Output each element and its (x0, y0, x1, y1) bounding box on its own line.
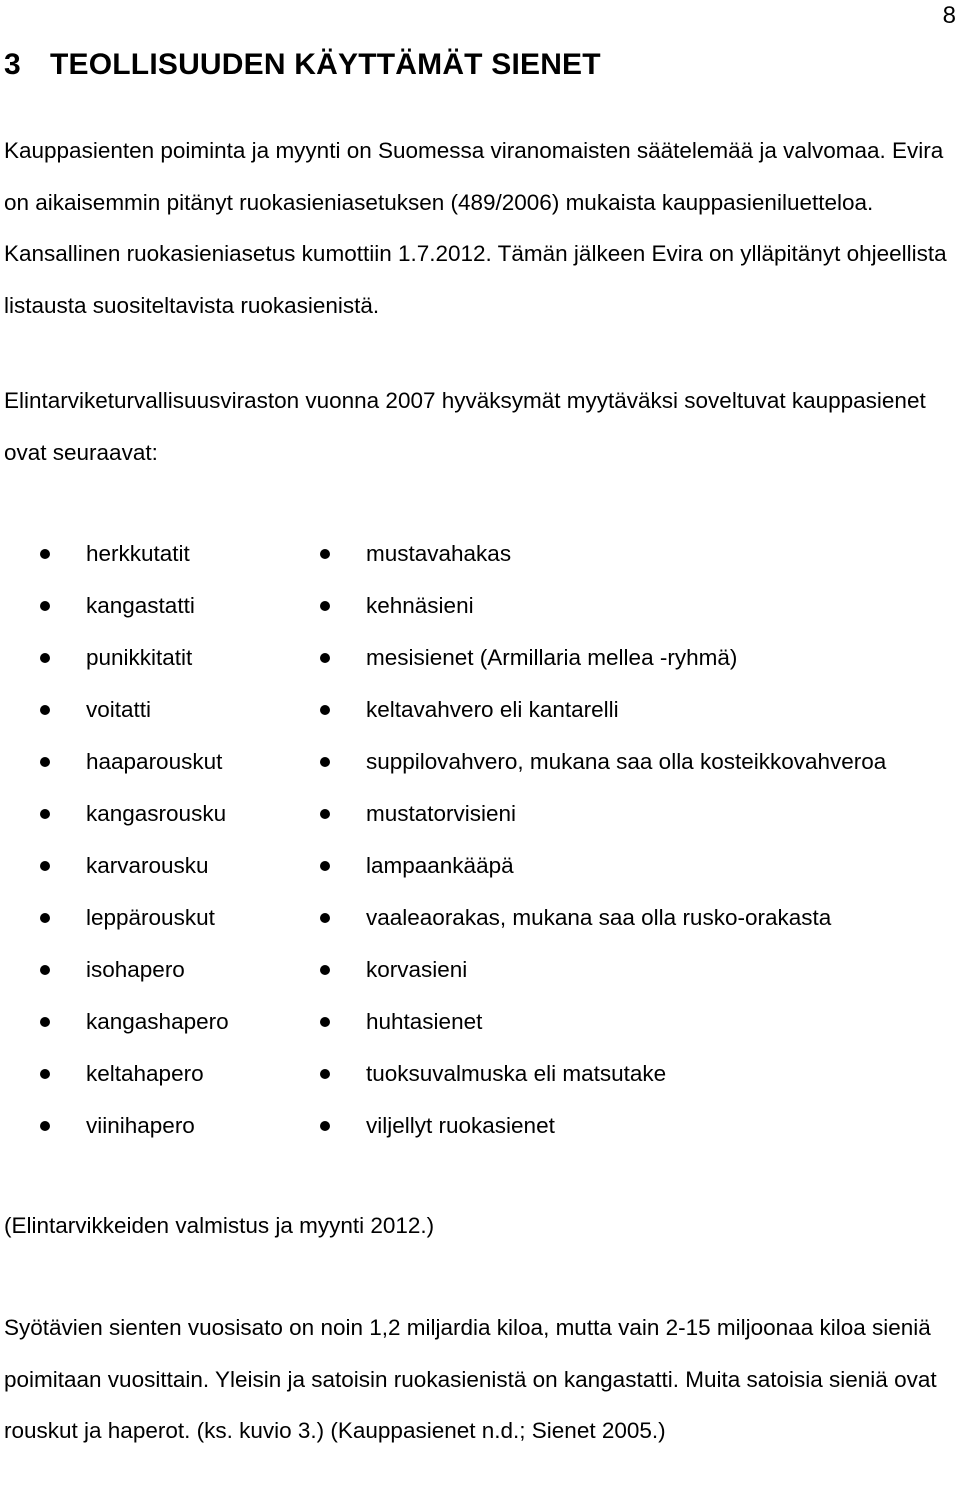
list-item-label: kangashapero (86, 1009, 229, 1034)
list-item-label: lampaankääpä (366, 853, 514, 878)
list-item (320, 632, 886, 684)
chapter-title: TEOLLISUUDEN KÄYTTÄMÄT SIENET (50, 48, 601, 81)
chapter-number: 3 (4, 48, 21, 81)
list-item (40, 1048, 229, 1100)
list-item (320, 736, 886, 788)
list-item (40, 736, 229, 788)
bullet-icon (40, 757, 50, 767)
bullet-icon (320, 653, 330, 663)
bullet-icon (40, 809, 50, 819)
list-item (40, 944, 229, 996)
list-item (320, 840, 886, 892)
list-item-label: suppilovahvero, mukana saa olla kosteikkovahveroa (366, 749, 887, 774)
bullet-icon (40, 705, 50, 715)
list-item (40, 996, 229, 1048)
bullet-icon (40, 913, 50, 923)
list-item-label: mustavahakas (366, 541, 512, 566)
bullet-icon (320, 809, 330, 819)
bullet-icon (320, 757, 330, 767)
list-item (40, 632, 229, 684)
list-item (320, 788, 886, 840)
list-item-label: vaaleaorakas, mukana saa olla rusko-orakasta (366, 905, 832, 930)
list-item (40, 788, 229, 840)
list-intro-paragraph: Elintarviketurvallisuusviraston vuonna 2007 hyväksymät myytäväksi soveltuvat kauppasienet ovat seuraavat: (4, 388, 926, 465)
bullet-icon (320, 913, 330, 923)
list-item-label: isohapero (86, 957, 185, 982)
bullet-icon (40, 965, 50, 975)
list-item-label: keltahapero (86, 1061, 204, 1086)
list-item (40, 840, 229, 892)
bullet-icon (40, 601, 50, 611)
list-item (320, 892, 886, 944)
list-item-label: viinihapero (86, 1113, 195, 1138)
list-item-label: korvasieni (366, 957, 468, 982)
list-item-label: tuoksuvalmuska eli matsutake (366, 1061, 667, 1086)
list-item-label: kangasrousku (86, 801, 227, 826)
mushroom-list-right (320, 528, 886, 1152)
list-item (320, 996, 886, 1048)
list-item-label: kangastatti (86, 593, 195, 618)
bullet-icon (320, 1069, 330, 1079)
list-item-label: karvarousku (86, 853, 209, 878)
harvest-paragraph: Syötävien sienten vuosisato on noin 1,2 miljardia kiloa, mutta vain 2-15 miljoonaa kiloa sieniä poimitaan vuosittain. Yleisin ja satoisin ruokasienistä on kangastatti. Muita satoisia sieniä ovat rouskut ja haperot. (ks. kuvio 3.) (Kauppasienet n.d.; Sienet 2005.) (4, 1315, 937, 1443)
bullet-icon (320, 705, 330, 715)
chapter-heading (4, 48, 601, 82)
bullet-icon (320, 549, 330, 559)
list-item (40, 684, 229, 736)
list-item (320, 528, 886, 580)
bullet-icon (40, 653, 50, 663)
list-item (40, 580, 229, 632)
intro-paragraph: Kauppasienten poiminta ja myynti on Suomessa viranomaisten säätelemää ja valvomaa. Evira on aikaisemmin pitänyt ruokasieniasetuksen (489/2006) mukaista kauppasieniluetteloa. Kansallinen ruokasieniasetus kumottiin 1.7.2012. Tämän jälkeen Evira on ylläpitänyt ohjeellista listausta suositeltavista ruokasienistä. (4, 138, 947, 318)
list-item-label: haaparouskut (86, 749, 223, 774)
mushroom-list-left (40, 528, 229, 1152)
page-number: 8 (942, 2, 956, 29)
list-item (40, 528, 229, 580)
list-item (40, 1100, 229, 1152)
list-item (320, 580, 886, 632)
list-item (320, 1048, 886, 1100)
list-item-label: mesisienet (Armillaria mellea -ryhmä) (366, 645, 738, 670)
list-item-label: viljellyt ruokasienet (366, 1113, 555, 1138)
bullet-icon (40, 549, 50, 559)
list-item (320, 1100, 886, 1152)
bullet-icon (320, 965, 330, 975)
list-item-label: herkkutatit (86, 541, 190, 566)
list-item-label: voitatti (86, 697, 152, 722)
list-item (320, 684, 886, 736)
list-item-label: mustatorvisieni (366, 801, 517, 826)
bullet-icon (40, 1121, 50, 1131)
list-item (320, 944, 886, 996)
bullet-icon (320, 861, 330, 871)
list-item-label: keltavahvero eli kantarelli (366, 697, 619, 722)
bullet-icon (40, 1017, 50, 1027)
list-item-label: punikkitatit (86, 645, 193, 670)
bullet-icon (40, 861, 50, 871)
list-item-label: huhtasienet (366, 1009, 483, 1034)
source-citation: (Elintarvikkeiden valmistus ja myynti 2012.) (4, 1213, 435, 1238)
bullet-icon (320, 601, 330, 611)
list-item-label: kehnäsieni (366, 593, 474, 618)
list-item (40, 892, 229, 944)
list-item-label: leppärouskut (86, 905, 215, 930)
bullet-icon (320, 1017, 330, 1027)
bullet-icon (320, 1121, 330, 1131)
bullet-icon (40, 1069, 50, 1079)
